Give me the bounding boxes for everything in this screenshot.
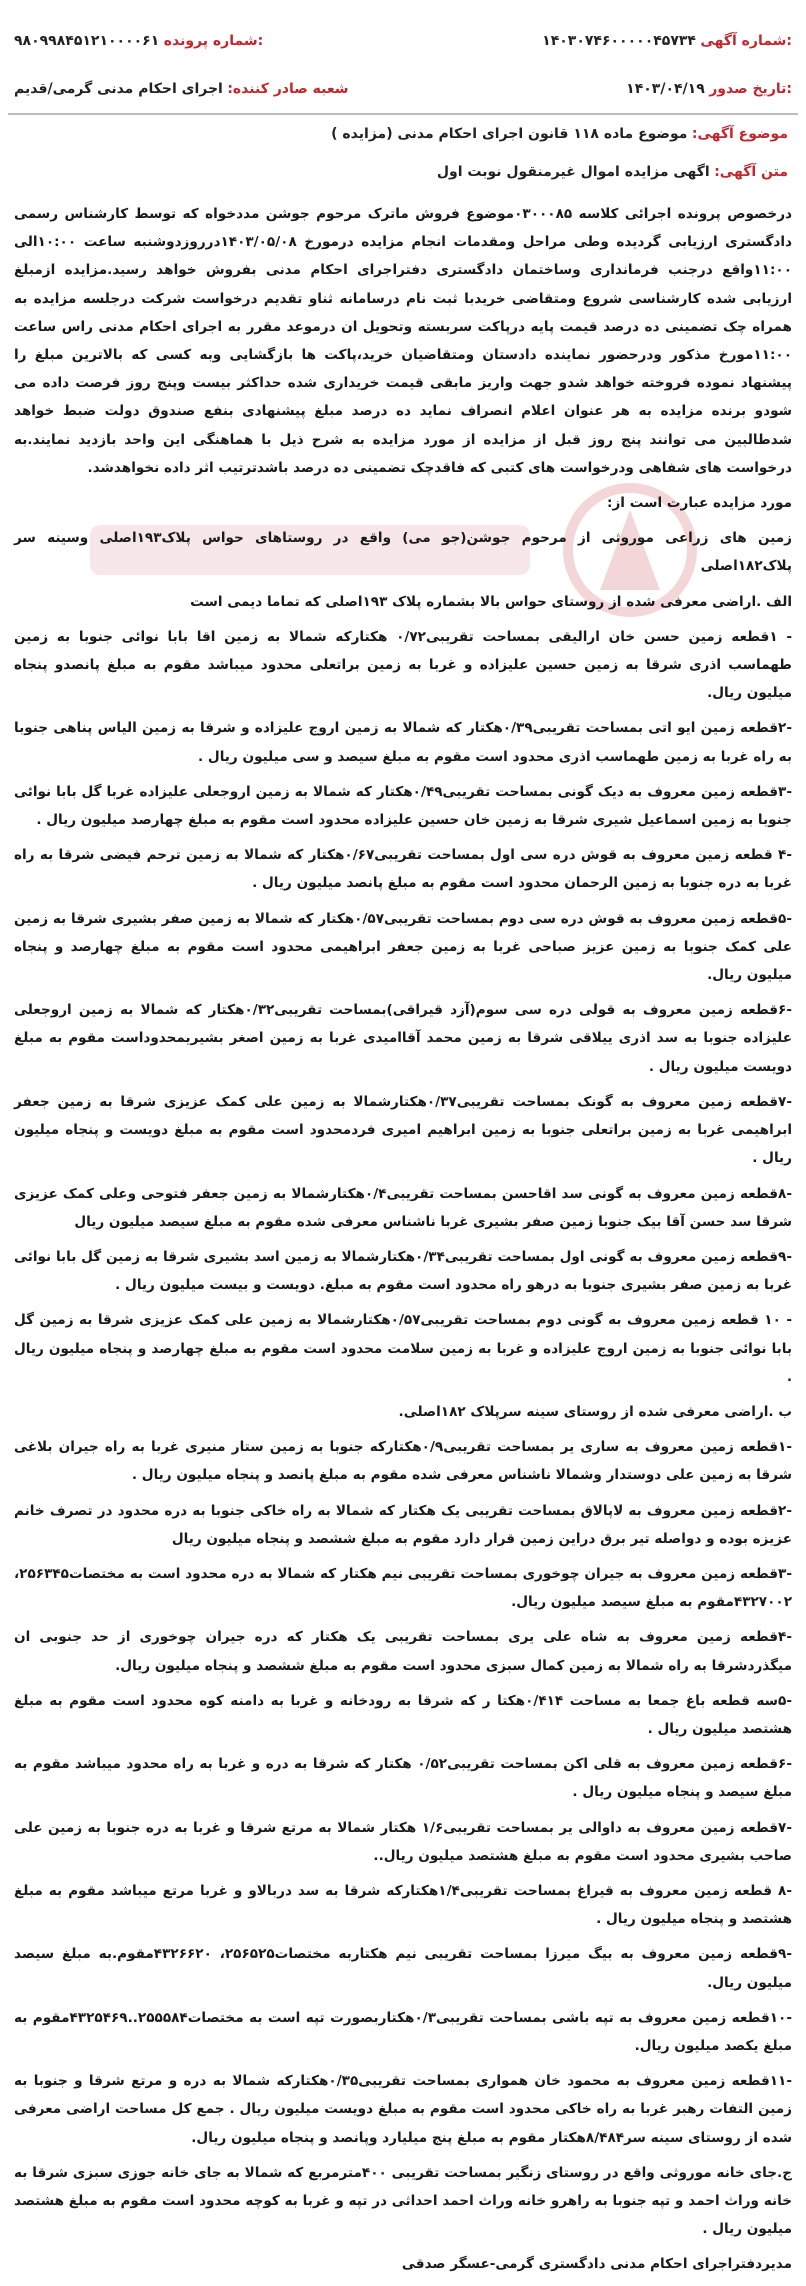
body-paragraph: -۳قطعه زمین معروف به دیک گونی بمساحت تقریبی۰/۴۹هکتار که شمالا به زمین اروجعلی علیزاده غربا گل بابا نوائی جنوبا به زمین اسماعیل شیری شرقا به زمین خان حسین علیزاده محدود است مقوم به مبلغ چهارصد میلیون ریال .: [14, 783, 792, 829]
text-label: متن آگهی:: [714, 164, 788, 180]
file-number-row: [14, 28, 263, 54]
body-paragraph: ب .اراضی معرفی شده از روستای سینه سرپلاک ۱۸۲اصلی.: [398, 1403, 792, 1420]
signature-line: مدیردفتراجرای احکام مدنی دادگستری گرمی-عسگر صدقی: [401, 2256, 792, 2273]
body-paragraph: درخصوص پرونده اجرائی کلاسه ۰۳۰۰۰۸۵موضوع فروش ماترک مرحوم جوشن مددخواه که توسط کارشناس رسمی دادگستری ارزیابی گردیده وطی مراحل ومقدمات انجام مزایده درمورخ ۱۴۰۳/۰۵/۰۸درروزدوشنبه ساعت ۱۰:۰۰الی ۱۱:۰۰واقع درجنب فرمانداری وساختمان دادگستری دفتراجرای احکام مدنی بفروش خواهد رسید.مزایده ازمبلغ ارزیابی شده کارشناسی شروع ومتقاضی خریدبا ثبت نام درسامانه ثناو تقدیم درخواست شرکت درجلسه مزایده به همراه چک تضمینی ده درصد قیمت پایه درپاکت سربسته وتحویل ان درموعد مقرر به اجرای احکام مدنی راس ساعت ۱۱:۰۰مورخ مذکور ودرحضور نماینده دادستان ومتقاضیان خرید،پاکت ها بازگشایی وبه کسی که بالاترین مبلغ را پیشنهاد نموده فروخته خواهد شدو جهت واریز مابقی قیمت خریداری شده حداکثر بیست وپنج روز فرصت داده می شودو برنده مزایده به هر عنوان اعلام انصراف نماید ده درصد مبلغ پیشنهادی بنفع صندوق دولت ضبط خواهد شدطالبین می توانند پنج روز قبل از مزایده از مورد مزایده به شرح ذیل با هماهنگی این واحد بازدید نمایند.به درخواست های شفاهی ودرخواست های کتبی که فاقدچک تضمینی ده درصد باشدترتیب اثر داده نخواهدشد.: [14, 206, 792, 476]
text-title-line: [18, 160, 788, 184]
body-paragraph: -۹قطعه زمین معروف به بیگ میرزا بمساحت تقریبی نیم هکتاربه مختصات۲۵۶۵۲۵، ۴۳۲۶۶۲۰مقوم.به مبلغ سیصد میلیون ریال.: [14, 1946, 792, 1991]
body-paragraph: -۵قطعه زمین معروف به قوش دره سی دوم بمساحت تقریبی۰/۵۷هکتار که شمالا به زمین صفر بشیری شرقا به زمین علی کمک جنوبا به زمین عزیز صباحی غربا به زمین جعفر ابراهیمی محدود است مقوم به مبلغ چهارصد و پنجاه میلیون ریال.: [14, 910, 792, 984]
subject-label: موضوع آگهی:: [691, 126, 788, 142]
body-paragraph: -۷قطعه زمین معروف به داوالی یر بمساحت تقریبی۱/۶ هکتار شمالا به مرتع شرقا و غربا به دره جنوبا به زمین علی صاحب بشیری محدود است مقوم به مبلغ هشتصد میلیون ریال..: [14, 1819, 792, 1864]
body-paragraph: الف .اراضی معرفی شده از روستای حواس بالا بشماره پلاک ۱۹۳اصلی که تماما دیمی است: [190, 593, 792, 610]
branch-row: [14, 76, 349, 102]
body-paragraph: -۴قطعه زمین معروف به شاه علی یری بمساحت تقریبی یک هکتار که دره جیران چوخوری از حد جنوبی ان میگذردشرقا به راه شمالا به زمین کمال سبزی محدود است مقوم به مبلغ ششصد و پنجاه میلیون ریال.: [14, 1629, 792, 1674]
body-paragraph: ج.جای خانه موروثی واقع در روستای زنگیر بمساحت تقریبی ۴۰۰مترمربع که شمالا به جای خانه جوزی سبزی شرقا به خانه وراث احمد و تپه جنوبا به راهرو خانه وراث احمد احداثی در تپه و غربا به کوچه محدود است مقوم به مبلغ هشتصد میلیون ریال .: [14, 2164, 792, 2238]
body-paragraph: -۱۰قطعه زمین معروف به تپه باشی بمساحت تقریبی۰/۳هکتاربصورت تپه است به مختصات۲۵۵۵۸۴..۴۳۲۵۴۶۹مقوم به مبلغ یکصد میلیون ریال.: [14, 2009, 792, 2054]
body-paragraph: -۲قطعه زمین ایو اتی بمساحت تقریبی۰/۳۹هکتار که شمالا به زمین اروج علیزاده و شرقا به زمین الیاس پناهی جنوبا به راه غربا به زمین طهماسب اذری محدود است مقوم به مبلغ سیصد و سی میلیون ریال .: [14, 720, 792, 765]
body-paragraph: مورد مزایده عبارت است از:: [607, 495, 792, 512]
issue-date-value: ۱۴۰۳/۰۴/۱۹: [626, 81, 705, 97]
body-paragraph: زمین های زراعی موروثی از مرحوم جوشن(جو می) واقع در روستاهای حواس پلاک۱۹۳اصلی وسینه سر پلاک۱۸۲اصلی: [14, 530, 793, 575]
branch-label: شعبه صادر کننده:: [227, 81, 349, 97]
body-paragraph: -۶قطعه زمین معروف به قلی اکن بمساحت تقریبی۰/۵۲ هکتار که شرقا به دره و غربا به راه محدود میباشد مقوم به مبلغ سیصد و پنجاه میلیون ریال .: [14, 1756, 792, 1801]
header-separator: [8, 113, 798, 115]
body-paragraph: -۳قطعه زمین معروف به جیران چوخوری بمساحت تقریبی نیم هکتار که شمالا به دره محدود است به مختصات۲۵۶۳۴۵، ۴۳۲۷۰۰۲مقوم به مبلغ سیصد میلیون ریال.: [14, 1565, 792, 1611]
body-paragraph: -۲قطعه زمین معروف به لاپالاق بمساحت تقریبی یک هکتار که شمالا به راه خاکی جنوبا به دره محدود در تصرف خانم عزیزه بوده و دواصله تیر برق دراین زمین قرار دارد مقوم به مبلغ ششصد و پنجاه میلیون ریال: [14, 1502, 792, 1547]
branch-value: اجرای احکام مدنی گرمی/قدیم: [14, 81, 223, 97]
ad-number-value: ۱۴۰۳۰۷۴۶۰۰۰۰۰۴۵۷۳۴: [542, 33, 696, 49]
subject-value: موضوع ماده ۱۱۸ قانون اجرای احکام مدنی (مزایده ): [331, 126, 688, 142]
file-number-label: شماره پرونده:: [163, 33, 264, 49]
notice-header: [10, 10, 796, 120]
body-paragraph: -۷قطعه زمین معروف به گونک بمساحت تقریبی۰/۳۷هکتارشمالا به زمین علی کمک عزیزی شرقا به زمین جعفر ابراهیمی غربا به زمین براتعلی جنوبا به زمین ابراهیم امیری فردمحدود است مقوم به مبلغ دویست و پنجاه میلیون ریال .: [14, 1093, 792, 1167]
body-paragraph: -۶قطعه زمین معروف به قولی دره سی سوم(آزد قیراقی)بمساحت تقریبی۰/۳۲هکتار که شمالا به زمین اروجعلی علیزاده جنوبا به سد اذری ییلاقی شرقا به زمین محمد آقاامیدی غربا به زمین اصغر بشیریمحدوداست مقوم به مبلغ دویست میلیون ریال .: [14, 1002, 792, 1075]
body-paragraph: - ۱۰ قطعه زمین معروف به گونی دوم بمساحت تقریبی۰/۵۷هکتارشمالا به زمین علی کمک عزیزی شرقا به زمین گل بابا نوائی جنوبا به زمین اروج علیزاده و غربا به زمین سلامت محدود است مقوم به مبلغ چهارصد و پنجاه میلیون ریال .: [14, 1312, 792, 1385]
body-paragraph: -۸ قطعه زمین معروف به قیراغ بمساحت تقریبی۱/۴هکتارکه شرقا به سد دربالاو و غربا مرتع میباشد مقوم به مبلغ هشتصد و پنجاه میلیون ریال .: [14, 1882, 792, 1928]
text-title: اگهی مزایده اموال غیرمنقول نوبت اول: [436, 164, 710, 180]
issue-date-row: [626, 76, 792, 102]
body-paragraph: - ۱قطعه زمین حسن خان ارالیقی بمساحت تقریبی۰/۷۲ هکتارکه شمالا به زمین اقا بابا نوائی جنوبا به زمین طهماسب اذری شرقا به زمین حسین علیزاده و غربا به زمین براتعلی محدود میباشد مقوم به مبلغ پانصدو پنجاه میلیون ریال.: [14, 628, 793, 702]
issue-date-label: تاریخ صدور:: [709, 81, 792, 97]
file-number-value: ۹۸۰۹۹۸۴۵۱۲۱۰۰۰۰۶۱: [14, 33, 160, 49]
ad-number-row: [542, 28, 792, 54]
notice-body: [14, 200, 792, 2286]
body-paragraph: -۴ قطعه زمین معروف به قوش دره سی اول بمساحت تقریبی۰/۶۷هکتار که شمالا به زمین ترحم فیضی شرقا به راه غربا به دره جنوبا به زمین الرحمان محدود است مقوم به مبلغ پانصد میلیون ریال .: [14, 847, 793, 892]
body-paragraph: -۱قطعه زمین معروف به ساری یر بمساحت تقریبی۰/۹هکتارکه جنوبا به زمین ستار منیری غربا به راه جیران بلاغی شرقا به زمین علی دوستدار وشمالا ناشناس معرفی شده مقوم به مبلغ پانصد و پنجاه میلیون ریال .: [14, 1439, 792, 1484]
ad-number-label: شماره آگهی:: [700, 33, 792, 49]
subject-line: [18, 122, 788, 146]
body-paragraph: -۵سه قطعه باغ جمعا به مساحت ۰/۴۱۴هکتا ر که شرقا به رودخانه و غربا به دامنه کوه محدود است مقوم به مبلغ هشتصد میلیون ریال .: [14, 1692, 793, 1737]
body-paragraph: -۱۱قطعه زمین معروف به محمود خان همواری بمساحت تقریبی۰/۳۵هکتارکه شمالا به دره و مرتع شرقا و جنوبا به زمین التفات رهبر غربا به راه خاکی محدود است مقوم به مبلغ دویست میلیون ریال . جمع کل مساحت اراضی معرفی شده از روستای سینه سر۸/۴۸۴هکتار مقوم به مبلغ پنج میلیارد وپانصد و پنجاه میلیون ریال.: [14, 2073, 792, 2146]
body-paragraph: -۸قطعه زمین معروف به گونی سد اقاحسن بمساحت تقریبی۰/۴هکتارشمالا به زمین جعفر فتوحی وعلی کمک عزیزی شرقا سد حسن آقا بیک جنوبا زمین صفر بشیری غربا ناشناس معرفی شده مقوم به مبلغ سیصد میلیون ریال: [14, 1185, 792, 1230]
body-paragraph: -۹قطعه زمین معروف به گونی اول بمساحت تقریبی۰/۳۴هکتارشمالا به زمین اسد بشیری شرقا به زمین گل بابا نوائی غربا به زمین صفر بشیری جنوبا به درهو راه محدود است مقوم به مبلغ. دویست و بیست میلیون ریال .: [14, 1248, 792, 1294]
